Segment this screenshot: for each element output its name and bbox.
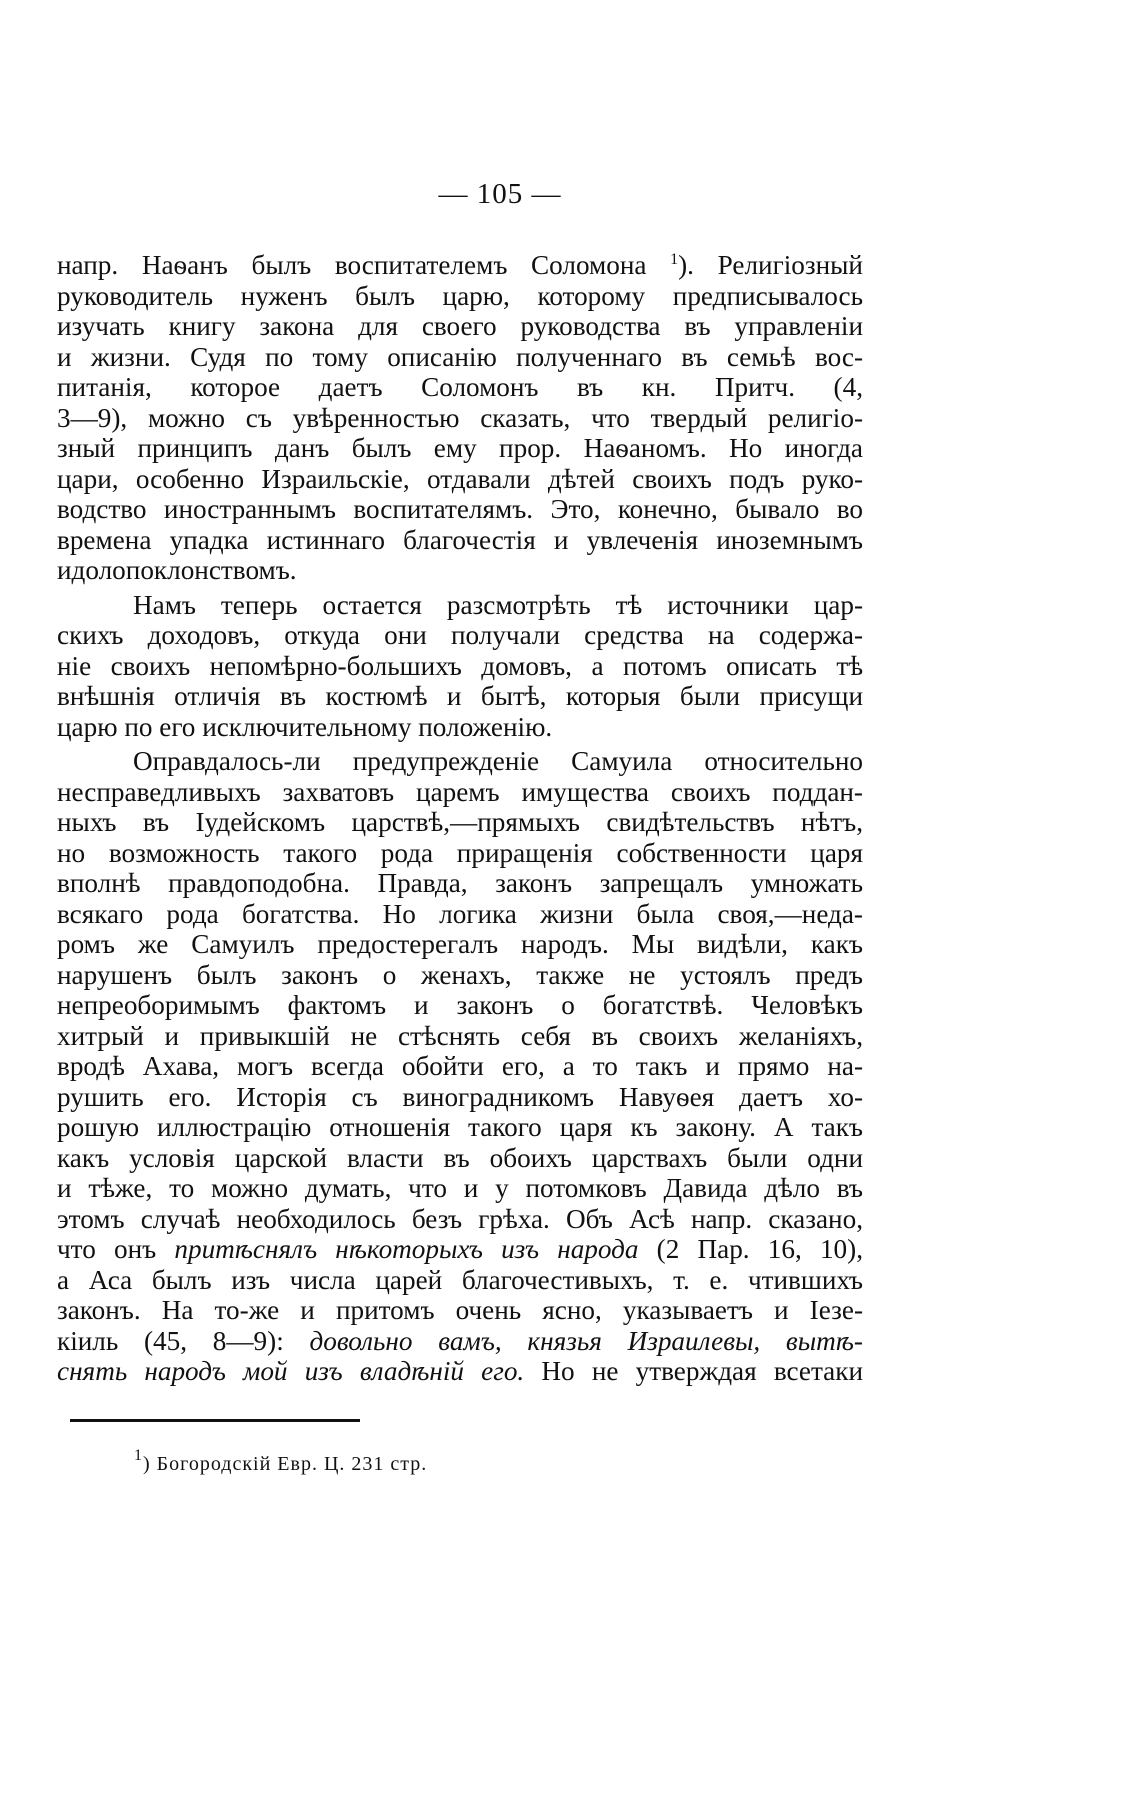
text-run: этомъ случаѣ необходилось безъ грѣха. Объ Асѣ напр. сказано, — [57, 1203, 863, 1234]
text-line — [57, 681, 863, 712]
text-line — [57, 838, 863, 869]
text-line — [57, 1143, 863, 1174]
text-line — [57, 1112, 863, 1143]
text-run: непреоборимымъ фактомъ и законъ о богатствѣ. Человѣкъ — [57, 990, 863, 1020]
text-run: и жизни. Судя по тому описанію полученнаго въ семьѣ вос- — [57, 341, 863, 372]
text-line — [57, 868, 863, 899]
text-run: Намъ теперь остается разсмотрѣть тѣ источники цар- — [133, 589, 863, 620]
text-run: ромъ же Самуилъ предостерегалъ народъ. Мы видѣли, какъ — [57, 929, 863, 959]
text-line — [57, 372, 863, 403]
text-run: вполнѣ правдоподобна. Правда, законъ запрещалъ умножать — [57, 868, 863, 898]
text-run: напр. Наѳанъ былъ воспитателемъ Соломона — [57, 250, 671, 280]
footnote — [134, 1447, 428, 1476]
text-line — [57, 1082, 863, 1113]
text-run: ныхъ въ Іудейскомъ царствѣ,—прямыхъ свидѣтельствъ нѣтъ, — [57, 807, 863, 837]
text-run: изучать книгу закона для своего руководства въ управленіи — [57, 311, 863, 341]
text-run: цари, особенно Израильскіе, отдавали дѣтей своихъ подъ руко- — [57, 463, 863, 494]
text-line — [57, 525, 863, 556]
text-run: и тѣже, то можно думать, что и у потомковъ Давида дѣло въ — [57, 1173, 863, 1203]
text-run: вродѣ Ахава, могъ всегда обойти его, а то такъ и прямо на- — [57, 1051, 863, 1081]
text-line — [57, 1204, 863, 1235]
text-line — [57, 620, 863, 651]
text-run: рушить его. Исторія съ виноградникомъ Навуѳея даетъ хо- — [57, 1081, 863, 1112]
text-run: какъ условія царской власти въ обоихъ царствахъ были одни — [57, 1142, 863, 1173]
text-line — [57, 494, 863, 525]
text-line — [57, 746, 863, 777]
text-line — [57, 1051, 863, 1082]
text-line — [57, 1173, 863, 1204]
italic-text: довольно вамъ, князья Израилевы, вытѣ- — [309, 1325, 863, 1356]
text-run: 3—9), можно съ увѣренностью сказать, что твердый религіо- — [57, 402, 863, 433]
text-line — [57, 777, 863, 808]
text-line — [57, 281, 863, 312]
text-line — [57, 250, 863, 281]
text-line — [57, 433, 863, 464]
text-run: ніе своихъ непомѣрно-большихъ домовъ, а потомъ описать тѣ — [57, 650, 863, 681]
text-run: (2 Пар. 16, 10), — [638, 1234, 863, 1264]
text-line — [57, 311, 863, 342]
text-run: а Аса былъ изъ числа царей благочестивыхъ, т. е. чтившихъ — [57, 1264, 863, 1295]
text-line — [57, 807, 863, 838]
text-run: Оправдалось-ли предупрежденіе Самуила относительно — [133, 746, 863, 776]
footnote-divider — [70, 1419, 360, 1422]
footnote-text: ) Богородскій Евр. Ц. 231 стр. — [143, 1453, 428, 1475]
text-run: скихъ доходовъ, откуда они получали средства на содержа- — [57, 620, 863, 650]
text-line — [57, 1356, 863, 1387]
text-run: внѣшнія отличія въ костюмѣ и бытѣ, которыя были присущи — [57, 681, 863, 711]
text-run: зный принципъ данъ былъ ему прор. Наѳаномъ. Но иногда — [57, 433, 863, 463]
text-line — [57, 929, 863, 960]
text-run: времена упадка истиннаго благочестія и увлеченія иноземнымъ — [57, 524, 863, 555]
text-run: но возможность такого рода приращенія собственности царя — [57, 837, 863, 868]
footnote-marker: 1 — [134, 1447, 143, 1464]
text-line — [57, 990, 863, 1021]
text-line — [57, 342, 863, 373]
text-run: рошую иллюстрацію отношенія такого царя къ закону. А такъ — [57, 1112, 863, 1142]
footnote-reference: 1 — [670, 251, 679, 268]
text-line — [57, 960, 863, 991]
italic-text: снять народъ мой изъ владѣній его. — [57, 1356, 525, 1386]
text-run: водство иностраннымъ воспитателямъ. Это, конечно, бывало во — [57, 494, 863, 524]
text-run: руководитель нуженъ былъ царю, которому предписывалось — [57, 280, 863, 311]
text-line — [57, 590, 863, 621]
text-line — [57, 1265, 863, 1296]
text-line — [57, 403, 863, 434]
text-line — [57, 1021, 863, 1052]
body-text — [57, 250, 863, 1387]
text-run: несправедливыхъ захватовъ царемъ имущества своихъ поддан- — [57, 776, 863, 807]
page-number: — 105 — — [438, 178, 562, 210]
text-run: что онъ — [57, 1234, 175, 1264]
text-line — [57, 555, 863, 586]
text-run: Но не утверждая всетаки — [524, 1356, 863, 1386]
text-run: хитрый и привыкшій не стѣснять себя въ своихъ желаніяхъ, — [57, 1020, 863, 1051]
text-line — [57, 712, 863, 743]
italic-text: притѣснялъ нѣкоторыхъ изъ народа — [174, 1234, 639, 1264]
text-run: кіиль (45, 8—9): — [57, 1325, 310, 1356]
text-line — [57, 1326, 863, 1357]
text-run: нарушенъ былъ законъ о женахъ, также не устоялъ предъ — [57, 959, 863, 990]
text-line — [57, 651, 863, 682]
text-line — [57, 899, 863, 930]
text-line — [57, 1234, 863, 1265]
text-run: питанія, которое даетъ Соломонъ въ кн. Притч. (4, — [57, 372, 863, 402]
text-line — [57, 1295, 863, 1326]
text-run: идолопоклонствомъ. — [57, 555, 297, 585]
text-line — [57, 464, 863, 495]
text-run: царю по его исключительному положенію. — [57, 711, 553, 742]
text-run: всякаго рода богатства. Но логика жизни была своя,—недa- — [57, 898, 863, 929]
text-run: ). Религіозный — [678, 250, 863, 280]
text-run: законъ. На то-же и притомъ очень ясно, указываетъ и Іезе- — [57, 1295, 863, 1325]
